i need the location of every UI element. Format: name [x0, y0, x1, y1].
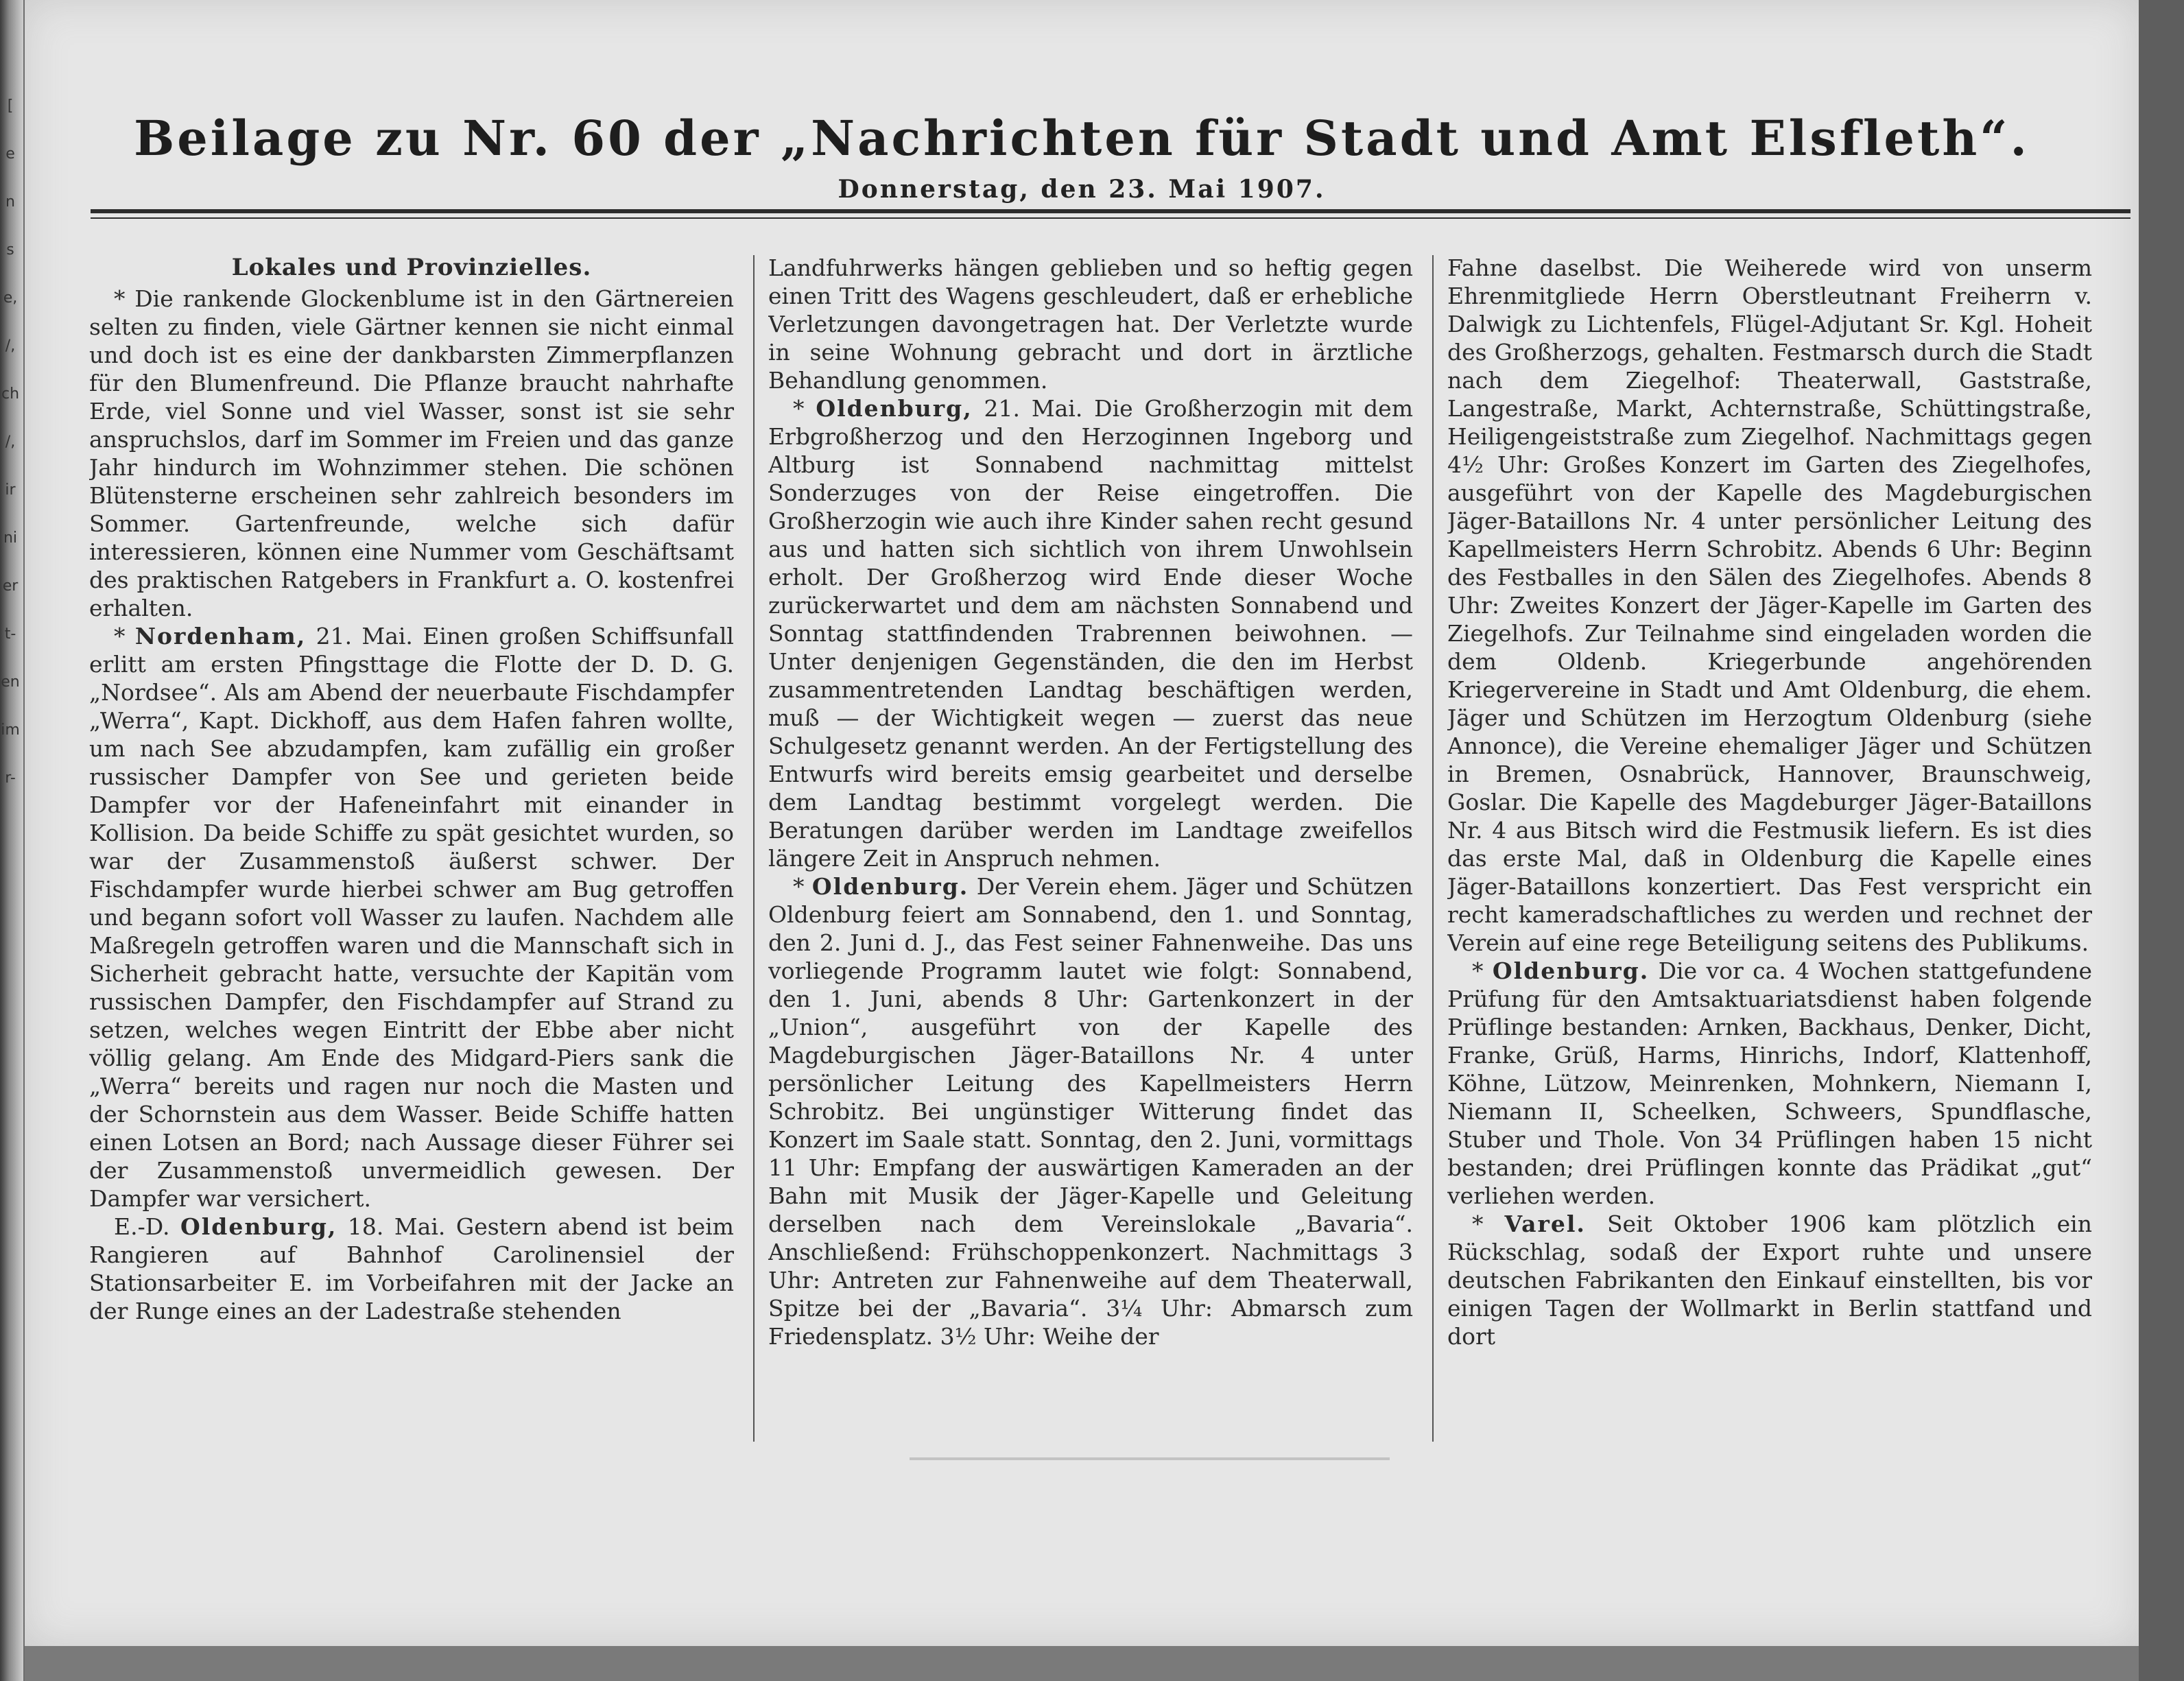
article-marker: * — [793, 395, 805, 422]
binding-fragment: s — [6, 241, 14, 259]
article-oldenburg-unfall — [89, 1213, 734, 1325]
masthead — [25, 110, 2139, 204]
binding-fragment: ir — [5, 481, 16, 499]
article-varel — [1447, 1210, 2092, 1350]
article-continuation: Fahne daselbst. Die Weiherede wird von unserm Ehrenmitgliede Herrn Oberstleutnant Freiherrn v. Dalwigk zu Lichtenfels, Flügel-Adjutant Sr. Kgl. Hoheit des Großherzogs, gehalten. Festmarsch durch die Stadt nach dem Ziegelhof: Theaterwall, Gaststraße, Langestraße, Markt, Achternstraße, Schüttingstraße, Heiligengeiststraße zum Ziegelhof. Nachmittags gegen 4½ Uhr: Großes Konzert im Garten des Ziegelhofes, ausgeführt von der Kapelle des Magdeburgischen Jäger-Bataillons Nr. 4 unter persönlicher Leitung des Kapellmeisters Herrn Schrobitz. Abends 6 Uhr: Beginn des Festballes in den Sälen des Ziegelhofes. Abends 8 Uhr: Zweites Konzert der Jäger-Kapelle im Garten des Ziegelhofs. Zur Teilnahme sind eingeladen worden die dem Oldenb. Kriegerbunde angehörenden Kriegervereine in Stadt und Amt Oldenburg, die ehem. Jäger und Schützen im Herzogtum Oldenburg (siehe Annonce), die Vereine ehemaliger Jäger und Schützen in Bremen, Osnabrück, Hannover, Braunschweig, Goslar. Die Kapelle des Magdeburger Jäger-Bataillons Nr. 4 aus Bitsch wird die Festmusik liefern. Es ist dies das erste Mal, daß in Oldenburg die Kapelle eines Jäger-Bataillons konzertiert. Das Fest verspricht ein recht kameradschaftliches zu werden und rechnet der Verein auf eine rege Beteiligung seitens des Publikums. — [1447, 254, 2092, 956]
binding-fragment: /, — [5, 433, 16, 451]
article-body: 21. Mai. Einen großen Schiffsunfall erlitt am ersten Pfingsttage die Flotte der D. D. G. „Nordsee“. Als am Abend der neuerbaute Fischdampfer „Werra“, Kapt. Dickhoff, aus dem Hafen fahren wollte, um nach See abzudampfen, kam zufällig ein großer russischer Dampfer von See und gerieten beide Dampfer vor der Hafeneinfahrt mit einander in Kollision. Da beide Schiffe zu spät gesichtet wurden, so war der Zusammenstoß äußerst schwer. Der Fischdampfer wurde hierbei schwer am Bug getroffen und begann sofort voll Wasser zu laufen. Nachdem alle Maßregeln getroffen waren und die Mannschaft sich in Sicherheit gebracht hatte, versuchte der Kapitän vom russischen Dampfer, den Fischdampfer auf Strand zu setzen, welches wegen Eintritt der Ebbe aber nicht völlig gelang. Am Ende des Midgard-Piers sank die „Werra“ bereits und ragen nur noch die Masten und der Schornstein aus dem Wasser. Beide Schiffe hatten einen Lotsen an Bord; nach Aussage dieser Führer sei der Zusammenstoß unvermeidlich gewesen. Der Dampfer war versichert. — [89, 623, 734, 1212]
section-heading: Lokales und Provinzielles. — [231, 254, 592, 281]
binding-fragment: t- — [4, 625, 16, 643]
header-rule-thick — [91, 209, 2130, 213]
page-edge-shadow — [2139, 0, 2184, 1681]
binding-fragment: er — [2, 577, 19, 595]
binding-fragment: /, — [5, 337, 16, 355]
article-marker: E.-D. — [114, 1213, 170, 1240]
article-body: 18. Mai. Gestern abend ist beim Rangieren auf Bahnhof Carolinensiel der Stationsarbeiter E. im Vorbeifahren mit der Jacke an der Runge eines an der Ladestraße stehenden — [89, 1213, 734, 1324]
binding-fragment: e — [5, 145, 15, 163]
column-3 — [1447, 254, 2092, 1444]
binding-fragment: ni — [3, 529, 18, 547]
article-body: 21. Mai. Die Großherzogin mit dem Erbgroßherzog und den Herzoginnen Ingeborg und Altburg ist Sonnabend nachmittag mittelst Sonderzuges von der Reise eingetroffen. Die Großherzogin wie auch ihre Kinder sahen recht gesund aus und hatten sich sichtlich von ihrem Unwohlsein erholt. Der Großherzog wird Ende dieser Woche zurückerwartet und dem am nächsten Sonnabend und Sonntag stattfindenden Trabrennen beiwohnen. — Unter denjenigen Gegenständen, die den im Herbst zusammentretenden Landtag beschäftigen werden, muß — der Wichtigkeit wegen — zuerst das neue Schulgesetz genannt werden. An der Fertigstellung des Entwurfs wird bereits emsig gearbeitet und derselbe dem Landtag bestimmt vorgelegt werden. Die Beratungen darüber werden im Landtage zweifellos längere Zeit in Anspruch nehmen. — [768, 395, 1413, 872]
article-nordenham — [89, 622, 734, 1213]
dateline-place: Oldenburg, — [816, 395, 973, 422]
binding-fragment: [ — [7, 97, 14, 115]
binding-fragment: ch — [1, 385, 20, 403]
binding-margin-fragments — [0, 82, 21, 1591]
binding-fragment: r- — [5, 770, 16, 787]
dateline-place: Varel. — [1504, 1211, 1586, 1237]
dateline-place: Nordenham, — [134, 623, 307, 649]
binding-fragment: en — [1, 673, 20, 691]
article-body: Der Verein ehem. Jäger und Schützen Oldenburg feiert am Sonnabend, den 1. und Sonntag, den 2. Juni d. J., das Fest seiner Fahnenweihe. Das uns vorliegende Programm lautet wie folgt: Sonnabend, den 1. Juni, abends 8 Uhr: Gartenkonzert in der „Union“, ausgeführt von der Kapelle des Magdeburgischen Jäger-Bataillons Nr. 4 unter persönlicher Leitung des Kapellmeisters Herrn Schrobitz. Bei ungünstiger Witterung findet das Konzert im Saale statt. Sonntag, den 2. Juni, vormittags 11 Uhr: Empfang der auswärtigen Kameraden an der Bahn mit Musik der Jäger-Kapelle und Geleitung derselben nach dem Vereinslokale „Bavaria“. Anschließend: Frühschoppenkonzert. Nachmittags 3 Uhr: Antreten zur Fahnenweihe auf dem Theaterwall, Spitze bei der „Bavaria“. 3¼ Uhr: Abmarsch zum Friedensplatz. 3½ Uhr: Weihe der — [768, 873, 1413, 1350]
newspaper-page — [25, 0, 2139, 1646]
article-marker: * — [1472, 957, 1484, 984]
column-divider — [753, 255, 755, 1442]
article-oldenburg-grossherzogin — [768, 394, 1413, 872]
binding-fragment: n — [5, 193, 15, 211]
dateline-place: Oldenburg. — [811, 873, 969, 900]
dateline-place: Oldenburg. — [1492, 957, 1650, 984]
header-rule-thin — [91, 217, 2130, 219]
page-title: Beilage zu Nr. 60 der „Nachrichten für Stadt und Amt Elsfleth“. — [134, 110, 2030, 167]
article-marker: * — [1472, 1211, 1484, 1237]
issue-date: Donnerstag, den 23. Mai 1907. — [838, 175, 1326, 204]
binding-fragment: im — [1, 722, 20, 739]
column-1 — [89, 254, 734, 1444]
column-divider — [1432, 255, 1434, 1442]
article-marker: * — [793, 873, 805, 900]
article-oldenburg-fahnenweihe — [768, 872, 1413, 1350]
binding-fragment: e, — [3, 289, 18, 307]
bleed-through-mark — [910, 1457, 1390, 1460]
column-2 — [768, 254, 1413, 1444]
article-continuation: Landfuhrwerks hängen geblieben und so heftig gegen einen Tritt des Wagens geschleudert, daß er erhebliche Verletzungen davongetragen hat. Der Verletzte wurde in seine Wohnung gebracht und dort in ärztliche Behandlung genommen. — [768, 254, 1413, 394]
article-glockenblume: * Die rankende Glockenblume ist in den Gärtnereien selten zu finden, viele Gärtner kennen sie nicht einmal und doch ist es eine der dankbarsten Zimmerpflanzen für den Blumenfreund. Die Pflanze braucht nahrhafte Erde, viel Sonne und viel Wasser, sonst ist sie sehr anspruchslos, darf im Sommer im Freien und das ganze Jahr hindurch im Wohnzimmer stehen. Die schönen Blütensterne erscheinen sehr zahlreich besonders im Sommer. Gartenfreunde, welche sich dafür interessieren, können eine Nummer vom Geschäftsamt des praktischen Ratgebers in Frankfurt a. O. kostenfrei erhalten. — [89, 285, 734, 621]
article-marker: * — [114, 623, 126, 649]
article-body: Seit Oktober 1906 kam plötzlich ein Rückschlag, sodaß der Export ruhte und unsere deutschen Fabrikanten den Einkauf einstellten, bis vor einigen Tagen der Wollmarkt in Berlin stattfand und dort — [1447, 1211, 2092, 1350]
page-bottom-edge — [25, 1646, 2139, 1681]
article-body: Die vor ca. 4 Wochen stattgefundene Prüfung für den Amtsaktuariatsdienst haben folgende Prüflinge bestanden: Arnken, Backhaus, Denker, Dicht, Franke, Grüß, Harms, Hinrichs, Indorf, Klattenhoff, Köhne, Lützow, Meinrenken, Mohnkern, Niemann I, Niemann II, Scheelken, Schweers, Spundflasche, Stuber und Thole. Von 34 Prüflingen haben 15 nicht bestanden; drei Prüflingen konnte das Prädikat „gut“ verliehen werden. — [1447, 957, 2092, 1209]
dateline-place: Oldenburg, — [180, 1213, 337, 1240]
article-oldenburg-pruefung — [1447, 957, 2092, 1210]
